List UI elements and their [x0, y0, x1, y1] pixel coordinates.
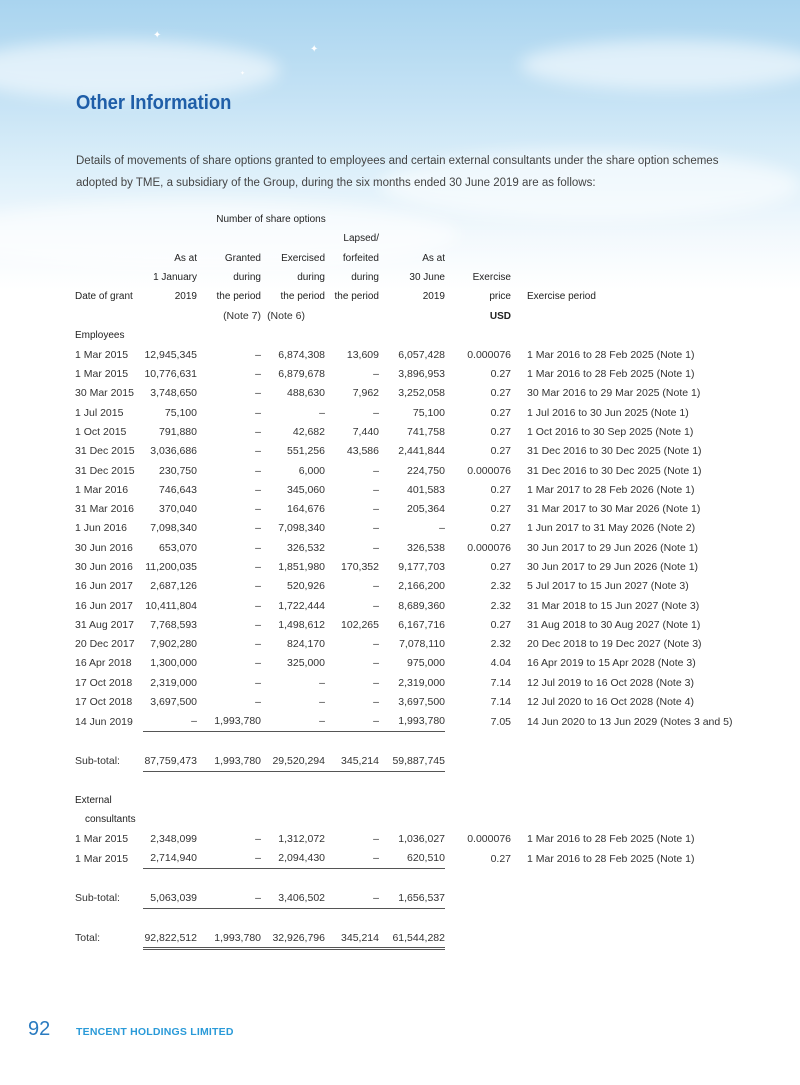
col-exercised-line1: Exercised	[281, 252, 325, 264]
table-row	[75, 596, 732, 615]
exercise-price-cell: 7.14	[490, 696, 511, 709]
open-cell: –	[143, 712, 197, 732]
lapsed-cell: 43,586	[346, 445, 379, 458]
external-subtotal-row-exercised-cell: 3,406,502	[261, 888, 325, 908]
lapsed-cell: –	[373, 638, 379, 651]
total-row-close-cell: 61,544,282	[379, 928, 445, 949]
spacer-row	[75, 771, 732, 791]
open-cell: 370,040	[159, 503, 197, 516]
granted-cell: –	[255, 676, 261, 689]
exercise-price-cell: 0.000076	[467, 464, 511, 477]
table-row	[75, 692, 732, 711]
exercised-cell: –	[261, 712, 325, 732]
lapsed-cell: –	[373, 406, 379, 419]
exercise-price-cell: 0.27	[490, 425, 511, 438]
total-row	[75, 928, 732, 949]
close-cell: 2,441,844	[398, 445, 445, 458]
exercised-cell: 6,879,678	[278, 368, 325, 381]
open-cell: 75,100	[164, 406, 197, 419]
employees-subtotal-row	[75, 751, 732, 771]
table-row	[75, 403, 732, 422]
close-cell: 1,036,027	[398, 833, 445, 846]
col-lapsed-line4: the period	[334, 291, 379, 303]
external-group-row	[75, 810, 732, 829]
lapsed-cell: –	[373, 657, 379, 670]
open-cell: 3,697,500	[150, 696, 197, 709]
intro-paragraph: Details of movements of share options granted to employees and certain external consultants under the share option schemes adopted by TME, a subsidiary of the Group, during the six months ended 30 June 2019 are as follows:	[76, 155, 719, 189]
col-lapsed-line3: during	[351, 272, 379, 284]
open-cell: 653,070	[159, 541, 197, 554]
granted-cell: –	[255, 483, 261, 496]
exercise-period-cell: 1 Jun 2017 to 31 May 2026 (Note 2)	[527, 522, 696, 535]
exercise-period-cell: 31 Mar 2017 to 30 Mar 2026 (Note 1)	[527, 503, 701, 516]
granted-cell: –	[255, 348, 261, 361]
exercised-cell: 325,000	[287, 657, 325, 670]
exercised-cell: 2,094,430	[261, 849, 325, 869]
grant-date-cell: 17 Oct 2018	[75, 696, 133, 709]
external-group-label: consultants	[85, 814, 136, 826]
sparkle-icon: ✦	[310, 44, 319, 55]
close-cell: 75,100	[412, 406, 445, 419]
granted-cell: –	[255, 833, 261, 846]
exercise-period-cell: 31 Aug 2018 to 30 Aug 2027 (Note 1)	[527, 618, 701, 631]
exercise-period-cell: 31 Dec 2016 to 30 Dec 2025 (Note 1)	[527, 445, 702, 458]
grant-date-cell: 30 Mar 2015	[75, 387, 134, 400]
exercised-cell: 6,874,308	[278, 348, 325, 361]
exercised-cell: 824,170	[287, 638, 325, 651]
exercise-period-cell: 14 Jun 2020 to 13 Jun 2029 (Notes 3 and 5)	[527, 715, 733, 728]
exercise-price-cell: 2.32	[490, 638, 511, 651]
table-row	[75, 519, 732, 538]
exercised-cell: –	[319, 406, 325, 419]
open-cell: 2,714,940	[143, 849, 197, 869]
cloud-shape	[0, 40, 280, 100]
lapsed-cell: –	[373, 580, 379, 593]
grant-date-cell: 31 Dec 2015	[75, 464, 135, 477]
exercised-cell: 488,630	[287, 387, 325, 400]
col-granted-line2: during	[233, 272, 261, 284]
table-row	[75, 499, 732, 518]
grant-date-cell: 14 Jun 2019	[75, 715, 133, 728]
lapsed-cell: –	[325, 712, 379, 732]
grant-date-cell: 1 Mar 2016	[75, 483, 129, 496]
table-row	[75, 538, 732, 557]
close-cell: 6,167,716	[398, 618, 445, 631]
close-cell: 224,750	[407, 464, 445, 477]
lapsed-cell: –	[373, 503, 379, 516]
lapsed-cell: 102,265	[341, 618, 379, 631]
table-row	[75, 480, 732, 499]
close-cell: 6,057,428	[398, 348, 445, 361]
group-header: Number of share options	[216, 214, 326, 226]
granted-cell: 1,993,780	[197, 712, 261, 732]
sparkle-icon: ✦	[240, 70, 246, 77]
close-cell: 205,364	[407, 503, 445, 516]
exercise-price-cell: 0.27	[490, 387, 511, 400]
close-cell: 2,166,200	[398, 580, 445, 593]
granted-cell: –	[255, 406, 261, 419]
exercise-period-cell: 1 Mar 2016 to 28 Feb 2025 (Note 1)	[527, 368, 695, 381]
grant-date-cell: 1 Jul 2015	[75, 406, 124, 419]
exercise-price-cell: 7.05	[490, 715, 511, 728]
granted-cell: –	[255, 560, 261, 573]
exercise-price-cell: 0.27	[490, 406, 511, 419]
exercised-cell: 7,098,340	[278, 522, 325, 535]
total-row-lapsed-cell: 345,214	[325, 928, 379, 949]
grant-date-cell: 31 Mar 2016	[75, 503, 134, 516]
share-options-table	[75, 210, 732, 950]
table-row	[75, 577, 732, 596]
external-group-label: External	[75, 795, 112, 807]
col-asat1-line2: 1 January	[153, 272, 197, 284]
col-asat2-line1: As at	[422, 252, 445, 264]
col-period-header: Exercise period	[527, 291, 596, 303]
exercised-cell: 1,851,980	[278, 560, 325, 573]
exercise-price-cell: 0.27	[490, 618, 511, 631]
granted-cell: –	[255, 503, 261, 516]
lapsed-cell: 7,440	[352, 425, 379, 438]
lapsed-cell: –	[373, 483, 379, 496]
grant-date-cell: 1 Mar 2015	[75, 348, 129, 361]
grant-date-cell: 1 Mar 2015	[75, 852, 129, 865]
table-row	[75, 422, 732, 441]
table-row	[75, 673, 732, 692]
exercised-cell: –	[319, 676, 325, 689]
col-date-header: Date of grant	[75, 291, 133, 303]
exercised-cell: 345,060	[287, 483, 325, 496]
close-cell: 1,993,780	[379, 712, 445, 732]
exercised-cell: 520,926	[287, 580, 325, 593]
exercise-period-cell: 1 Mar 2016 to 28 Feb 2025 (Note 1)	[527, 852, 695, 865]
exercise-period-cell: 31 Dec 2016 to 30 Dec 2025 (Note 1)	[527, 464, 702, 477]
exercised-cell: –	[319, 696, 325, 709]
close-cell: 3,896,953	[398, 368, 445, 381]
table-row	[75, 615, 732, 634]
exercised-cell: 42,682	[292, 425, 325, 438]
col-exercised-line3: the period	[280, 291, 325, 303]
table-row	[75, 849, 732, 869]
page-number: 92	[28, 1018, 51, 1040]
cloud-shape	[520, 40, 800, 90]
employees-subtotal-row-label: Sub-total:	[75, 755, 120, 768]
exercise-price-cell: 2.32	[490, 580, 511, 593]
lapsed-cell: 7,962	[352, 387, 379, 400]
exercised-cell: 1,722,444	[278, 599, 325, 612]
employees-subtotal-row-granted-cell: 1,993,780	[197, 751, 261, 771]
col-lapsed-line2: forfeited	[342, 252, 379, 264]
employees-group-label: Employees	[75, 329, 125, 341]
lapsed-cell: –	[373, 676, 379, 689]
exercise-period-cell: 5 Jul 2017 to 15 Jun 2027 (Note 3)	[527, 580, 689, 593]
exercise-price-cell: 0.000076	[467, 833, 511, 846]
total-row-exercised-cell: 32,926,796	[261, 928, 325, 949]
col-lapsed-line1: Lapsed/	[343, 233, 379, 245]
external-subtotal-row-label: Sub-total:	[75, 892, 120, 905]
exercise-period-cell: 30 Mar 2016 to 29 Mar 2025 (Note 1)	[527, 387, 701, 400]
exercise-price-cell: 0.000076	[467, 541, 511, 554]
exercise-period-cell: 1 Mar 2016 to 28 Feb 2025 (Note 1)	[527, 833, 695, 846]
close-cell: 975,000	[407, 657, 445, 670]
close-cell: 8,689,360	[398, 599, 445, 612]
granted-cell: –	[255, 599, 261, 612]
exercised-cell: 6,000	[298, 464, 325, 477]
open-cell: 7,768,593	[150, 618, 197, 631]
exercise-price-cell: 0.27	[490, 560, 511, 573]
col-asat2-line2: 30 June	[409, 272, 445, 284]
col-asat1-line3: 2019	[174, 291, 197, 303]
external-subtotal-row-granted-cell: –	[197, 888, 261, 908]
col-asat1-line1: As at	[174, 252, 197, 264]
employees-subtotal-row-lapsed-cell: 345,214	[325, 751, 379, 771]
grant-date-cell: 1 Oct 2015	[75, 425, 127, 438]
external-subtotal-row-lapsed-cell: –	[325, 888, 379, 908]
table-row	[75, 364, 732, 383]
exercise-period-cell: 20 Dec 2018 to 19 Dec 2027 (Note 3)	[527, 638, 702, 651]
spacer-row	[75, 908, 732, 928]
open-cell: 746,643	[159, 483, 197, 496]
exercise-price-cell: 0.27	[490, 483, 511, 496]
grant-date-cell: 1 Mar 2015	[75, 368, 129, 381]
exercise-period-cell: 30 Jun 2017 to 29 Jun 2026 (Note 1)	[527, 560, 699, 573]
col-granted-line3: the period	[216, 291, 261, 303]
grant-date-cell: 31 Dec 2015	[75, 445, 135, 458]
table-row	[75, 345, 732, 364]
spacer-row	[75, 869, 732, 889]
table-row	[75, 712, 732, 732]
open-cell: 12,945,345	[144, 348, 197, 361]
lapsed-cell: –	[373, 368, 379, 381]
page-title: Other Information	[76, 92, 232, 114]
open-cell: 230,750	[159, 464, 197, 477]
col-asat2-line3: 2019	[422, 291, 445, 303]
close-cell: 3,252,058	[398, 387, 445, 400]
total-row-granted-cell: 1,993,780	[197, 928, 261, 949]
col-price-unit: USD	[489, 310, 511, 322]
close-cell: 9,177,703	[398, 560, 445, 573]
open-cell: 2,687,126	[150, 580, 197, 593]
grant-date-cell: 16 Jun 2017	[75, 599, 133, 612]
exercise-price-cell: 0.000076	[467, 348, 511, 361]
employees-subtotal-row-close-cell: 59,887,745	[379, 751, 445, 771]
open-cell: 7,902,280	[150, 638, 197, 651]
grant-date-cell: 20 Dec 2017	[75, 638, 135, 651]
total-row-label: Total:	[75, 932, 101, 945]
employees-subtotal-row-open-cell: 87,759,473	[143, 751, 197, 771]
granted-cell: –	[255, 387, 261, 400]
open-cell: 791,880	[159, 425, 197, 438]
granted-cell: –	[255, 368, 261, 381]
company-name: TENCENT HOLDINGS LIMITED	[76, 1026, 234, 1038]
table-row	[75, 654, 732, 673]
lapsed-cell: –	[373, 541, 379, 554]
sparkle-icon: ✦	[153, 30, 162, 41]
lapsed-cell: –	[373, 696, 379, 709]
open-cell: 10,411,804	[145, 599, 197, 612]
exercise-price-cell: 0.27	[490, 522, 511, 535]
open-cell: 2,319,000	[150, 676, 197, 689]
close-cell: 741,758	[407, 425, 445, 438]
granted-cell: –	[255, 638, 261, 651]
col-price-line1: Exercise	[472, 272, 511, 284]
grant-date-cell: 16 Apr 2018	[75, 657, 132, 670]
external-subtotal-row	[75, 888, 732, 908]
col-granted-note: (Note 7)	[223, 310, 261, 323]
close-cell: 326,538	[407, 541, 445, 554]
employees-subtotal-row-exercised-cell: 29,520,294	[261, 751, 325, 771]
close-cell: 3,697,500	[398, 696, 445, 709]
lapsed-cell: 170,352	[341, 560, 379, 573]
table-row	[75, 635, 732, 654]
granted-cell: –	[255, 580, 261, 593]
open-cell: 1,300,000	[150, 657, 197, 670]
granted-cell: –	[255, 541, 261, 554]
table-row	[75, 461, 732, 480]
col-exercised-note: (Note 6)	[267, 310, 305, 323]
table-row	[75, 830, 732, 849]
close-cell: –	[439, 522, 445, 535]
close-cell: 401,583	[407, 483, 445, 496]
col-granted-line1: Granted	[224, 252, 261, 264]
table-row	[75, 442, 732, 461]
close-cell: 620,510	[379, 849, 445, 869]
table-row	[75, 384, 732, 403]
lapsed-cell: –	[373, 464, 379, 477]
open-cell: 2,348,099	[150, 833, 197, 846]
exercised-cell: 164,676	[287, 503, 325, 516]
external-group-row	[75, 791, 732, 810]
granted-cell: –	[255, 657, 261, 670]
exercise-price-cell: 4.04	[490, 657, 511, 670]
external-subtotal-row-close-cell: 1,656,537	[379, 888, 445, 908]
col-price-line2: price	[489, 291, 511, 303]
external-subtotal-row-open-cell: 5,063,039	[143, 888, 197, 908]
granted-cell: –	[255, 425, 261, 438]
table-row	[75, 557, 732, 576]
open-cell: 10,776,631	[144, 368, 197, 381]
exercise-price-cell: 7.14	[490, 676, 511, 689]
close-cell: 2,319,000	[398, 676, 445, 689]
exercise-period-cell: 1 Mar 2017 to 28 Feb 2026 (Note 1)	[527, 483, 695, 496]
granted-cell: –	[255, 464, 261, 477]
open-cell: 11,200,035	[145, 560, 197, 573]
exercise-price-cell: 0.27	[490, 368, 511, 381]
open-cell: 3,036,686	[150, 445, 197, 458]
exercise-period-cell: 16 Apr 2019 to 15 Apr 2028 (Note 3)	[527, 657, 696, 670]
open-cell: 3,748,650	[150, 387, 197, 400]
granted-cell: –	[255, 696, 261, 709]
exercised-cell: 326,532	[287, 541, 325, 554]
grant-date-cell: 1 Mar 2015	[75, 833, 129, 846]
exercise-price-cell: 0.27	[490, 445, 511, 458]
grant-date-cell: 1 Jun 2016	[75, 522, 127, 535]
spacer-row	[75, 732, 732, 752]
open-cell: 7,098,340	[150, 522, 197, 535]
exercise-period-cell: 31 Mar 2018 to 15 Jun 2027 (Note 3)	[527, 599, 700, 612]
granted-cell: –	[197, 849, 261, 869]
granted-cell: –	[255, 522, 261, 535]
grant-date-cell: 16 Jun 2017	[75, 580, 133, 593]
exercise-price-cell: 2.32	[490, 599, 511, 612]
grant-date-cell: 17 Oct 2018	[75, 676, 133, 689]
lapsed-cell: 13,609	[346, 348, 379, 361]
lapsed-cell: –	[373, 599, 379, 612]
close-cell: 7,078,110	[399, 638, 445, 651]
granted-cell: –	[255, 618, 261, 631]
lapsed-cell: –	[373, 833, 379, 846]
granted-cell: –	[255, 445, 261, 458]
exercise-price-cell: 0.27	[490, 852, 511, 865]
exercise-period-cell: 1 Jul 2016 to 30 Jun 2025 (Note 1)	[527, 406, 689, 419]
exercise-period-cell: 12 Jul 2019 to 16 Oct 2028 (Note 3)	[527, 676, 694, 689]
lapsed-cell: –	[325, 849, 379, 869]
exercise-period-cell: 12 Jul 2020 to 16 Oct 2028 (Note 4)	[527, 696, 694, 709]
lapsed-cell: –	[373, 522, 379, 535]
exercise-period-cell: 1 Mar 2016 to 28 Feb 2025 (Note 1)	[527, 348, 695, 361]
grant-date-cell: 31 Aug 2017	[75, 618, 134, 631]
grant-date-cell: 30 Jun 2016	[75, 560, 133, 573]
exercise-period-cell: 1 Oct 2016 to 30 Sep 2025 (Note 1)	[527, 425, 694, 438]
col-exercised-line2: during	[297, 272, 325, 284]
exercise-price-cell: 0.27	[490, 503, 511, 516]
grant-date-cell: 30 Jun 2016	[75, 541, 133, 554]
exercised-cell: 1,498,612	[278, 618, 325, 631]
exercised-cell: 551,256	[287, 445, 325, 458]
exercised-cell: 1,312,072	[278, 833, 325, 846]
exercise-period-cell: 30 Jun 2017 to 29 Jun 2026 (Note 1)	[527, 541, 699, 554]
total-row-open-cell: 92,822,512	[143, 928, 197, 949]
